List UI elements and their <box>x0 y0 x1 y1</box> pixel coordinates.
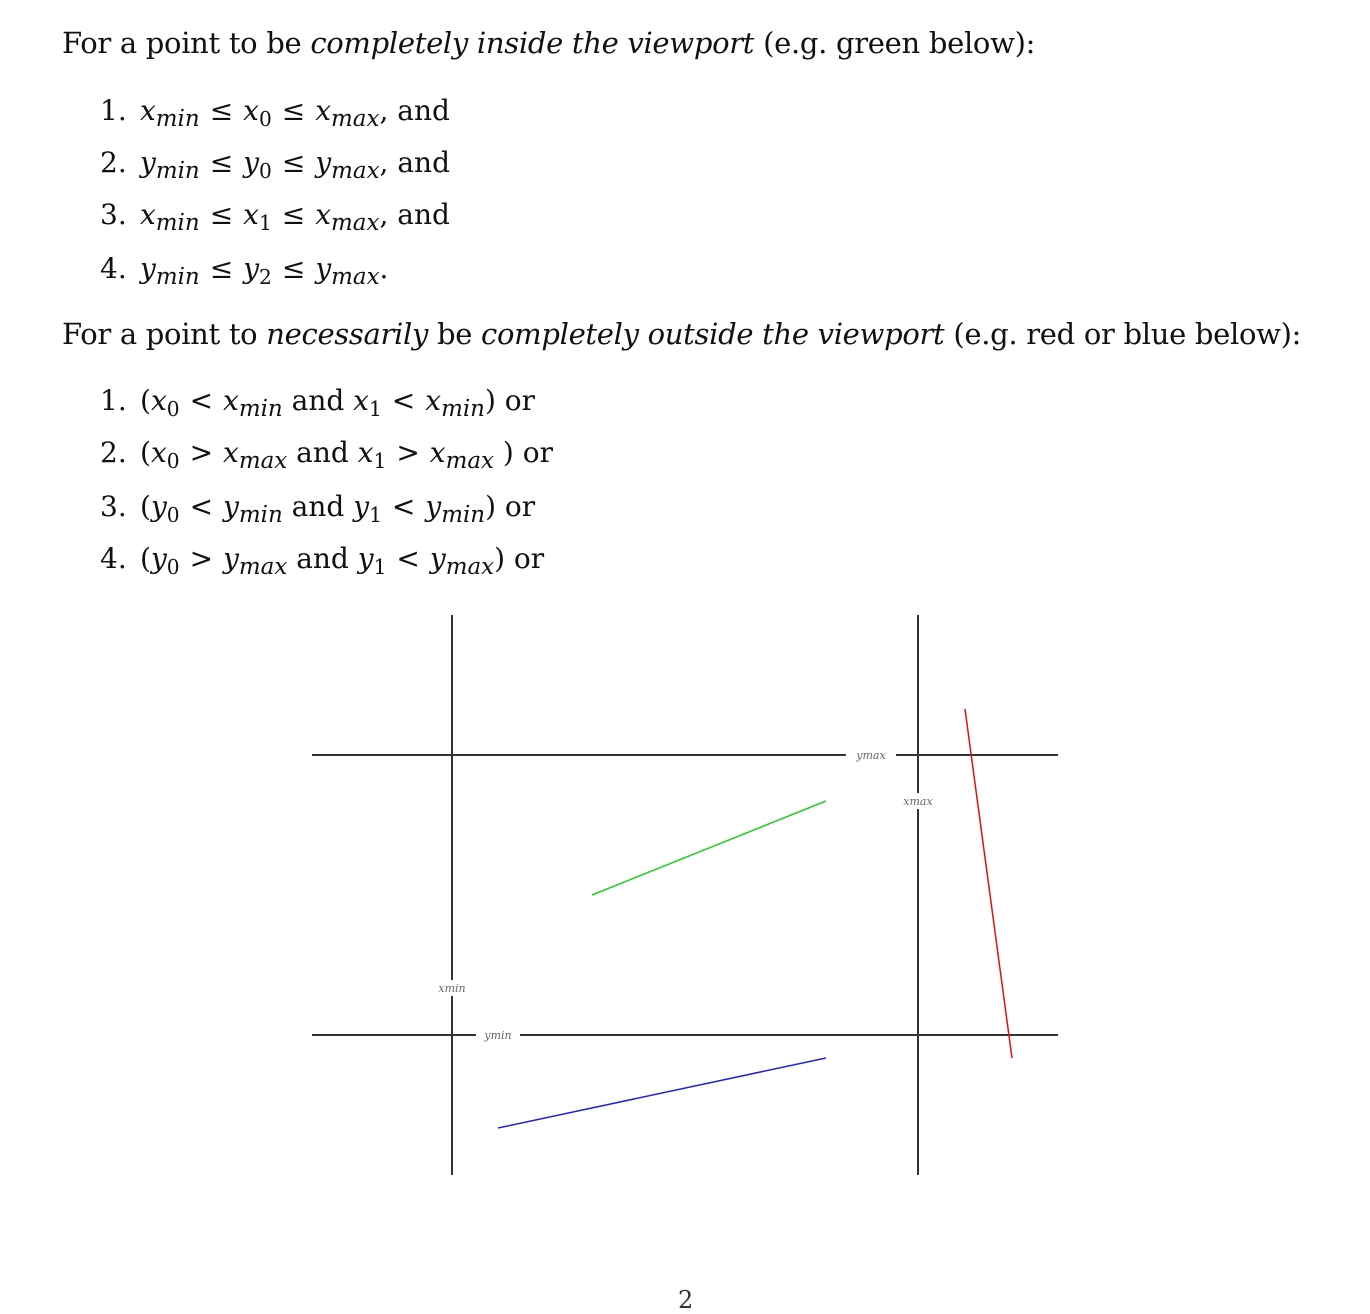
blue-segment <box>498 1058 826 1128</box>
inside-condition-item: 4. $y_{min} \le y_2 \le y_{max}$. <box>100 252 389 291</box>
intro-inside-suffix: (e.g. green below): <box>754 26 1036 60</box>
inside-condition-item: 2. $y_{min} \le y_0 \le y_{max}$, and <box>100 146 450 185</box>
intro-outside-emphasis-2: completely outside the viewport <box>481 317 945 351</box>
red-segment <box>965 709 1012 1058</box>
green-segment <box>592 801 826 895</box>
intro-inside-emphasis: completely inside the viewport <box>310 26 755 60</box>
ymax-label: ymax <box>856 749 886 762</box>
intro-outside-emphasis-1: necessarily <box>266 317 429 351</box>
inside-condition-item: 3. $x_{min} \le x_1 \le x_{max}$, and <box>100 198 450 237</box>
ymin-label: ymin <box>484 1029 512 1042</box>
intro-inside-prefix: For a point to be <box>62 26 311 60</box>
page-number: 2 <box>678 1286 694 1314</box>
xmin-label: xmin <box>438 982 466 995</box>
intro-outside-text: For a point to necessarily be completely outside the viewport (e.g. red or blue below): <box>62 317 1302 351</box>
outside-condition-item: 3. ($y_0 < y_{min}$ and $y_1 < y_{min}$) or <box>100 490 536 529</box>
outside-condition-item: 4. ($y_0 > y_{max}$ and $y_1 < y_{max}$) or <box>100 542 545 581</box>
inside-condition-item: 1. $x_{min} \le x_0 \le x_{max}$, and <box>100 94 450 133</box>
outside-condition-item: 2. ($x_0 > x_{max}$ and $x_1 > x_{max}$ ) or <box>100 436 553 475</box>
xmax-label: xmax <box>903 795 933 808</box>
outside-condition-item: 1. ($x_0 < x_{min}$ and $x_1 < x_{min}$) or <box>100 384 536 423</box>
